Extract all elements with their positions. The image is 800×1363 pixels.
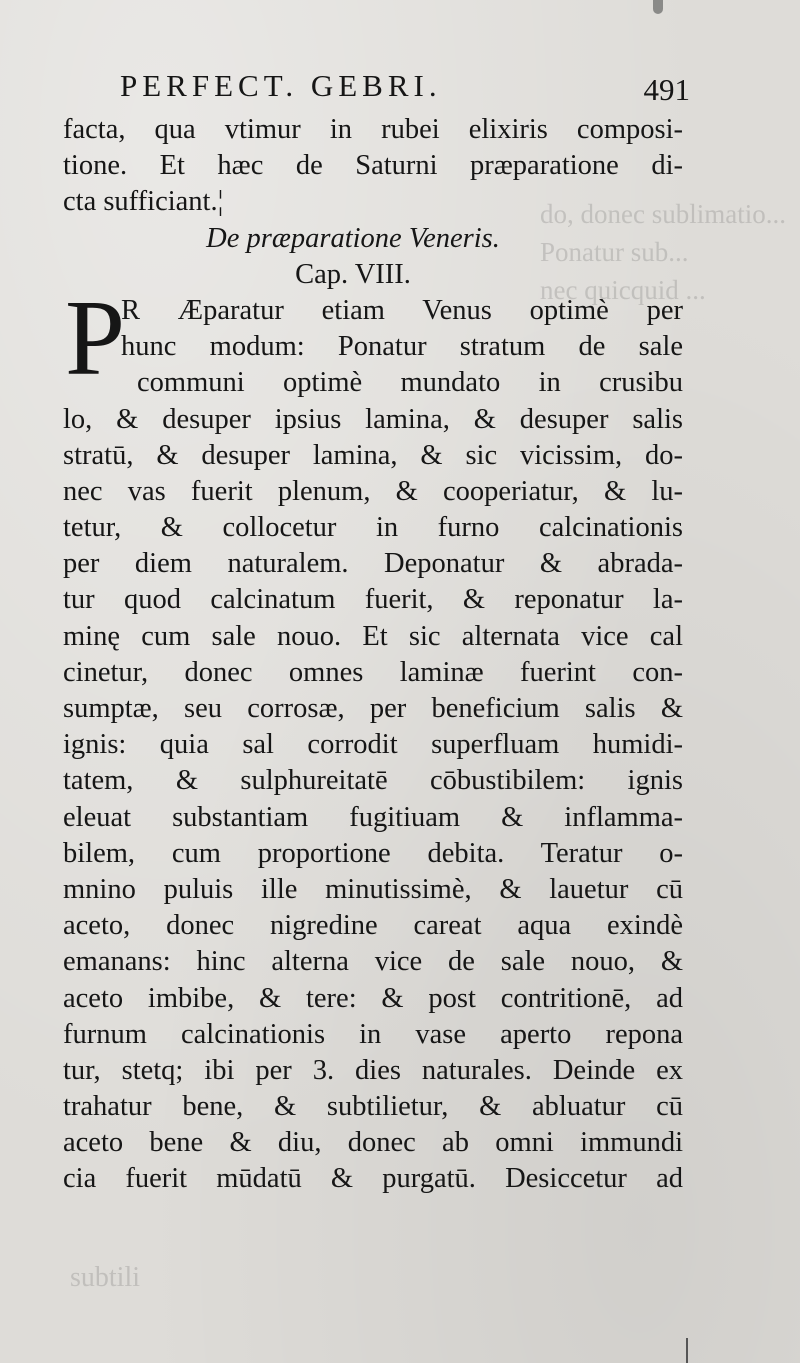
text-line: trahatur bene, & subtilietur, & abluatur cū bbox=[63, 1091, 683, 1123]
text-line: communi optimè mundato in crusibu bbox=[137, 367, 683, 399]
page-number: 491 bbox=[643, 72, 690, 107]
running-head: PERFECT. GEBRI. bbox=[120, 68, 442, 103]
text-block bbox=[63, 112, 683, 1198]
text-line: tatem, & sulphureitatē cōbustibilem: ignis bbox=[63, 765, 683, 797]
text-line: tur quod calcinatum fuerit, & reponatur la- bbox=[63, 584, 683, 616]
page-header bbox=[120, 68, 690, 114]
text-line: hunc modum: Ponatur stratum de sale bbox=[121, 331, 683, 363]
text-line: lo, & desuper ipsius lamina, & desuper salis bbox=[63, 403, 683, 435]
text-line: aceto imbibe, & tere: & post contritionē, ad bbox=[63, 982, 683, 1014]
show-through-line: nec quicquid ... bbox=[540, 275, 706, 305]
text-line: nec vas fuerit plenum, & cooperiatur, & lu- bbox=[63, 475, 683, 507]
page-edge-mark bbox=[653, 0, 663, 14]
text-line: mnino puluis ille minutissimè, & lauetur cū bbox=[63, 873, 683, 905]
text-line: tione. Et hæc de Saturni præparatione di- bbox=[63, 150, 683, 182]
margin-mark bbox=[686, 1338, 688, 1363]
text-line: facta, qua vtimur in rubei elixiris composi- bbox=[63, 114, 683, 145]
text-line: emanans: hinc alterna vice de sale nouo, & bbox=[63, 946, 683, 978]
text-line: aceto bene & diu, donec ab omni immundi bbox=[63, 1127, 683, 1159]
text-line: cia fuerit mūdatū & purgatū. Desiccetur ad bbox=[63, 1163, 683, 1195]
text-line: tur, stetq; ibi per 3. dies naturales. Deinde ex bbox=[63, 1054, 683, 1086]
text-line: tetur, & collocetur in furno calcinationis bbox=[63, 512, 683, 544]
text-line: aceto, donec nigredine careat aqua exindè bbox=[63, 910, 683, 942]
text-line: cinetur, donec omnes laminæ fuerint con- bbox=[63, 656, 683, 688]
text-line: ignis: quia sal corrodit superfluam humidi- bbox=[63, 729, 683, 761]
text-line: minę cum sale nouo. Et sic alternata vice cal bbox=[63, 620, 683, 652]
text-line: stratū, & desuper lamina, & sic vicissim, do- bbox=[63, 439, 683, 471]
show-through-bottom: subtili bbox=[70, 1262, 141, 1293]
text-line: eleuat substantiam fugitiuam & inflamma- bbox=[63, 801, 683, 833]
show-through-line: do, donec sublimatio... bbox=[540, 199, 786, 229]
text-line: cta sufficiant.¦ bbox=[63, 186, 224, 218]
drop-cap: P bbox=[65, 278, 126, 398]
show-through-line: Ponatur sub... bbox=[540, 237, 689, 267]
text-line: R Æparatur etiam Venus optimè per bbox=[121, 294, 683, 326]
chapter-heading: Cap. VIII. bbox=[295, 258, 411, 290]
text-line: sumptæ, seu corrosæ, per beneficium salis & bbox=[63, 693, 683, 724]
section-title: De præparatione Veneris. bbox=[206, 222, 500, 254]
text-line: furnum calcinationis in vase aperto repona bbox=[63, 1018, 683, 1050]
text-line: per diem naturalem. Deponatur & abrada- bbox=[63, 548, 683, 580]
text-line: bilem, cum proportione debita. Teratur o- bbox=[63, 837, 683, 869]
